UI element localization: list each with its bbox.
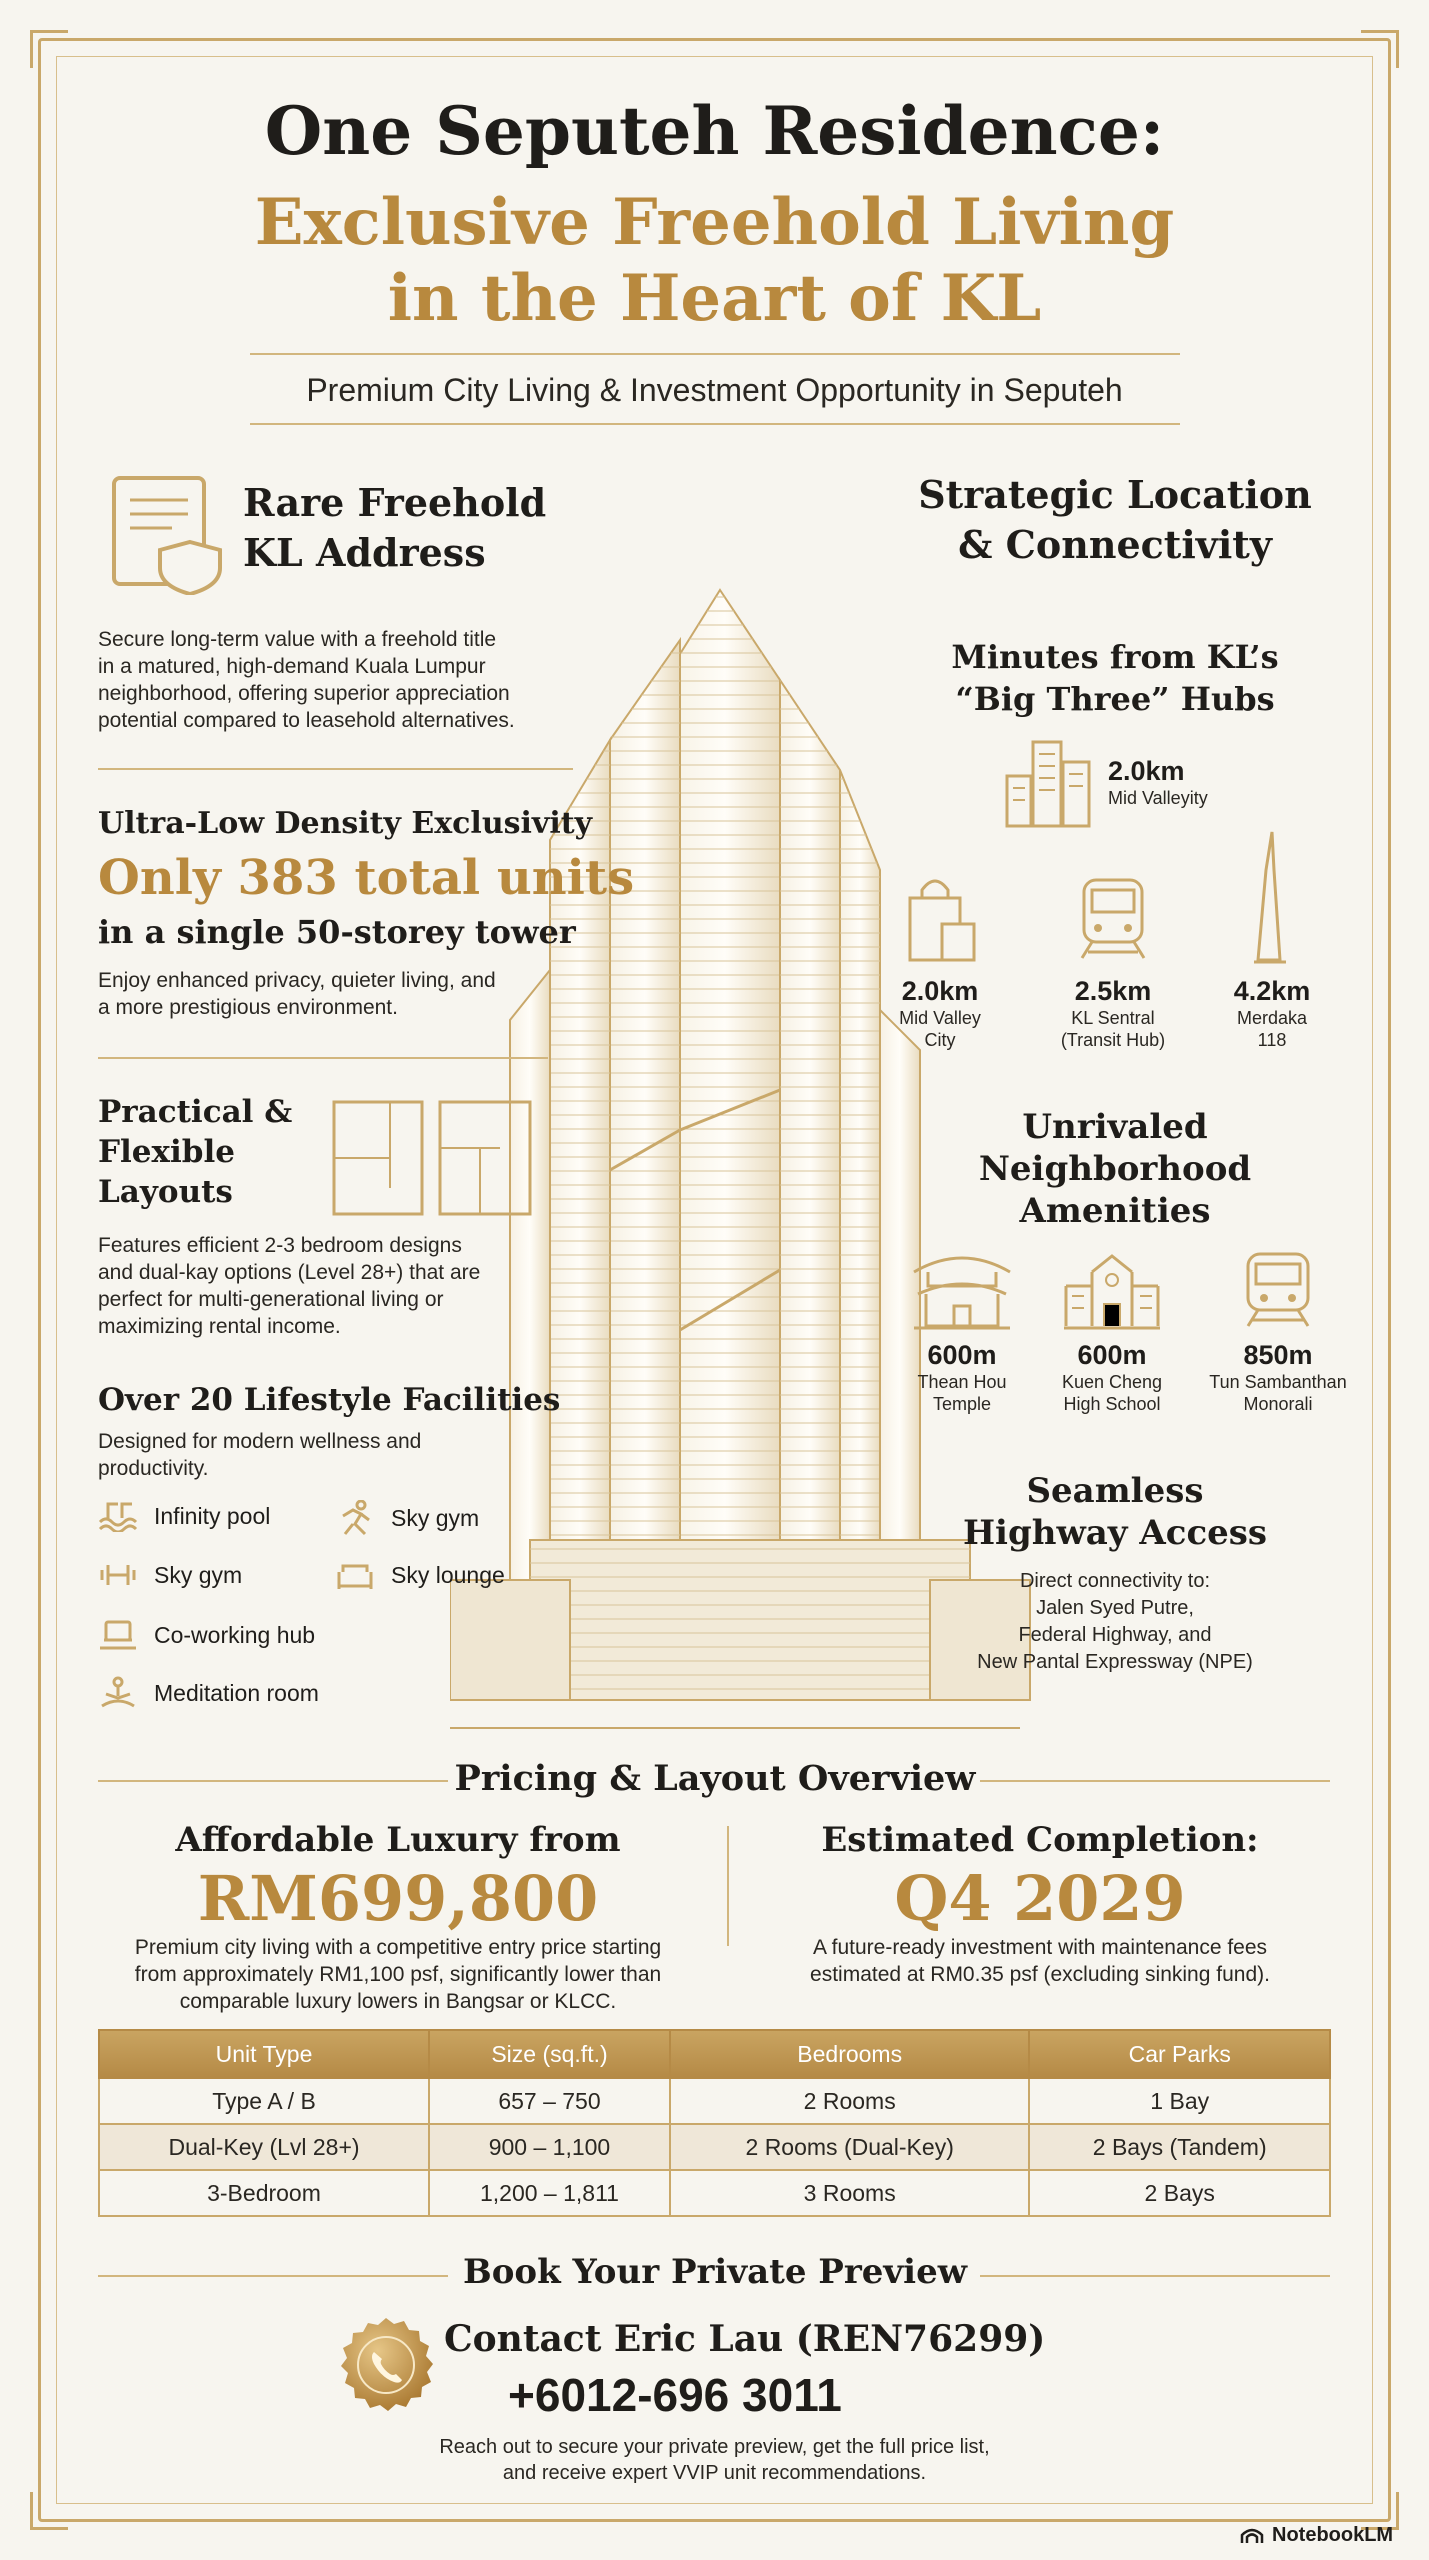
price-title: Affordable Luxury from [175,1820,621,1860]
distance-value: 600m [1077,1340,1147,1370]
city-buildings-icon [1003,736,1093,828]
text-line: Enjoy enhanced privacy, quieter living, and [98,969,496,992]
table-cell: 2 Bays (Tandem) [1029,2124,1330,2170]
contact-body [200,2434,1229,2486]
frame-corner [1361,30,1399,68]
hub-item [890,976,990,1051]
text-line: productivity. [98,1457,209,1480]
title-line: Highway Access [962,1513,1268,1553]
distance-label: Kuen Cheng [1061,1372,1163,1392]
text-line: from approximately RM1,100 psf, significantly lower than [134,1963,662,1986]
price-body [78,1934,718,2015]
pool-icon [98,1500,138,1532]
table-row [99,2078,1330,2124]
distance-label: Temple [932,1394,992,1414]
divider [980,1780,1330,1782]
layouts-body [98,1232,578,1340]
text-line: Jalen Syed Putre, [1036,1597,1194,1619]
facility-label: Sky lounge [391,1561,505,1588]
title-line: & Connectivity [958,522,1272,567]
meditation-icon [98,1676,138,1710]
dumbbell-icon [98,1560,138,1590]
price-value: RM699,800 [197,1862,599,1935]
text-line: Designed for modern wellness and [98,1430,422,1453]
table-cell: 1 Bay [1029,2078,1330,2124]
divider [250,423,1180,425]
distance-label: Tun Sambanthan [1209,1372,1347,1392]
table-cell: Dual-Key (Lvl 28+) [99,2124,429,2170]
title-line: KL Address [243,530,486,575]
distance-label: Mid Valley [899,1008,981,1028]
running-icon [335,1500,375,1536]
distance-value: 600m [927,1340,997,1370]
table-cell: 1,200 – 1,811 [429,2170,670,2216]
title-line: Rare Freehold [243,480,547,525]
amenity-item [1050,1340,1174,1415]
train-icon [1078,876,1148,960]
table-header: Car Parks [1029,2030,1330,2078]
divider [98,2275,448,2277]
freehold-title [243,478,546,578]
tower-icon [1250,830,1290,966]
title-line: Exclusive Freehold Living [254,185,1175,260]
distance-label: High School [1063,1394,1161,1414]
distance-value: 2.5km [1074,976,1152,1006]
frame-corner [30,2492,68,2530]
distance-label: City [924,1030,956,1050]
table-cell: 900 – 1,100 [429,2124,670,2170]
page-subtitle: Premium City Living & Investment Opportunity in Seputeh [306,372,1123,408]
contact-name: Contact Eric Lau (REN76299) [444,2318,1046,2360]
freehold-body [98,626,618,734]
divider [98,1780,448,1782]
distance-label: (Transit Hub) [1060,1030,1166,1050]
divider [980,2275,1330,2277]
text-line: New Pantal Expressway (NPE) [977,1651,1253,1673]
title-line: Practical & [98,1094,293,1130]
hub-item [1038,976,1188,1051]
title-line: in the Heart of KL [387,261,1042,336]
shopping-bag-icon [906,874,978,964]
table-header: Size (sq.ft.) [429,2030,670,2078]
brand-label: NotebookLM [1272,2524,1394,2546]
hub-item [1222,976,1322,1051]
divider [250,353,1180,355]
title-line: “Big Three” Hubs [955,680,1275,718]
table-cell: Type A / B [99,2078,429,2124]
text-line: Secure long-term value with a freehold title [98,628,497,651]
vertical-divider [727,1826,729,1946]
text-line: Premium city living with a competitive entry price starting [134,1936,662,1959]
distance-label: 118 [1257,1030,1287,1050]
density-body [98,967,578,1021]
layouts-title [98,1092,292,1212]
divider [98,1057,548,1059]
top-hub [1108,756,1208,809]
table-row [99,2124,1330,2170]
distance-label: Monorali [1243,1394,1313,1414]
title-line: Seamless [1026,1471,1204,1511]
monorail-icon [1242,1250,1314,1330]
facility-item [98,1618,315,1652]
text-line: neighborhood, offering superior appreciation [98,682,510,705]
distance-value: 850m [1243,1340,1313,1370]
density-subhead: in a single 50-storey tower [98,913,576,951]
notebooklm-logo-icon [1240,2527,1264,2545]
location-title [880,470,1350,570]
highway-body [880,1568,1350,1676]
text-line: potential compared to leasehold alternatives. [98,709,515,732]
contact-section-title: Book Your Private Preview [463,2252,967,2292]
facility-item [98,1560,242,1590]
text-line: maximizing rental income. [98,1315,341,1338]
pricing-table [98,2029,1331,2217]
density-title: Ultra-Low Density Exclusivity [98,806,593,841]
completion-title: Estimated Completion: [821,1820,1259,1860]
text-line: a more prestigious environment. [98,996,398,1019]
text-line: and dual-kay options (Level 28+) that are [98,1261,481,1284]
text-line: estimated at RM0.35 psf (excluding sinking fund). [810,1963,1270,1986]
amenity-item [1196,1340,1360,1415]
text-line: comparable luxury lowers in Bangsar or KLCC. [179,1990,617,2013]
title-line: Flexible [98,1134,235,1170]
facilities-body [98,1428,498,1482]
facility-label: Infinity pool [154,1502,271,1529]
title-line: Minutes from KL’s [951,638,1279,676]
phone-icon[interactable] [336,2316,436,2416]
table-cell: 657 – 750 [429,2078,670,2124]
text-line: and receive expert VVIP unit recommendations. [502,2462,927,2484]
title-line: Unrivaled [1022,1107,1208,1147]
distance-value: 2.0km [901,976,979,1006]
text-line: A future-ready investment with maintenance fees [812,1936,1268,1959]
text-line: Reach out to secure your private preview, get the full price list, [439,2436,990,2458]
school-icon [1062,1250,1162,1330]
title-line: Neighborhood [978,1149,1252,1189]
text-line: Federal Highway, and [1018,1624,1212,1646]
table-header: Bedrooms [670,2030,1029,2078]
distance-label: Merdaka [1236,1008,1308,1028]
distance-value: 4.2km [1233,976,1311,1006]
divider [98,768,573,770]
pricing-section-title: Pricing & Layout Overview [454,1758,976,1799]
table-cell: 3-Bedroom [99,2170,429,2216]
facility-item [98,1500,270,1532]
page-title-highlight [0,185,1429,337]
temple-icon [910,1250,1014,1330]
text-line: perfect for multi-generational living or [98,1288,444,1311]
document-shield-icon [100,470,230,595]
title-line: Strategic Location [918,472,1312,517]
floorplan-icon [330,1098,535,1218]
table-cell: 2 Rooms (Dual-Key) [670,2124,1029,2170]
amenities-title [880,1106,1350,1232]
text-line: Direct connectivity to: [1019,1570,1211,1592]
hubs-title [880,636,1350,720]
completion-value: Q4 2029 [894,1862,1186,1935]
lounge-icon [335,1560,375,1590]
density-highlight: Only 383 total units [98,850,635,906]
highway-title [880,1470,1350,1554]
distance-label: KL Sentral [1071,1008,1155,1028]
table-header-row [99,2030,1330,2078]
facility-item [98,1676,319,1710]
contact-phone[interactable]: +6012-696 3011 [508,2369,842,2421]
facility-label: Meditation room [154,1679,319,1706]
frame-corner [30,30,68,68]
table-row [99,2170,1330,2216]
distance-label: Thean Hou [917,1372,1007,1392]
text-line: Features efficient 2-3 bedroom designs [98,1234,462,1257]
distance-label: Mid Valleyity [1108,788,1208,808]
laptop-icon [98,1618,138,1652]
facility-label: Sky gym [391,1504,480,1531]
title-line: Amenities [1019,1191,1211,1231]
footer-brand [1240,2524,1393,2547]
facility-item [335,1500,479,1536]
page-title: One Seputeh Residence: [264,92,1165,170]
facilities-title: Over 20 Lifestyle Facilities [98,1382,561,1418]
text-line: in a matured, high-demand Kuala Lumpur [98,655,486,678]
facility-label: Co-working hub [154,1621,316,1648]
table-cell: 3 Rooms [670,2170,1029,2216]
completion-body [740,1934,1340,1988]
amenity-item [900,1340,1024,1415]
title-line: Layouts [98,1174,233,1210]
table-cell: 2 Rooms [670,2078,1029,2124]
distance-value: 2.0km [1108,756,1185,786]
table-cell: 2 Bays [1029,2170,1330,2216]
facility-item [335,1560,505,1590]
table-header: Unit Type [99,2030,429,2078]
facility-label: Sky gym [154,1561,243,1588]
